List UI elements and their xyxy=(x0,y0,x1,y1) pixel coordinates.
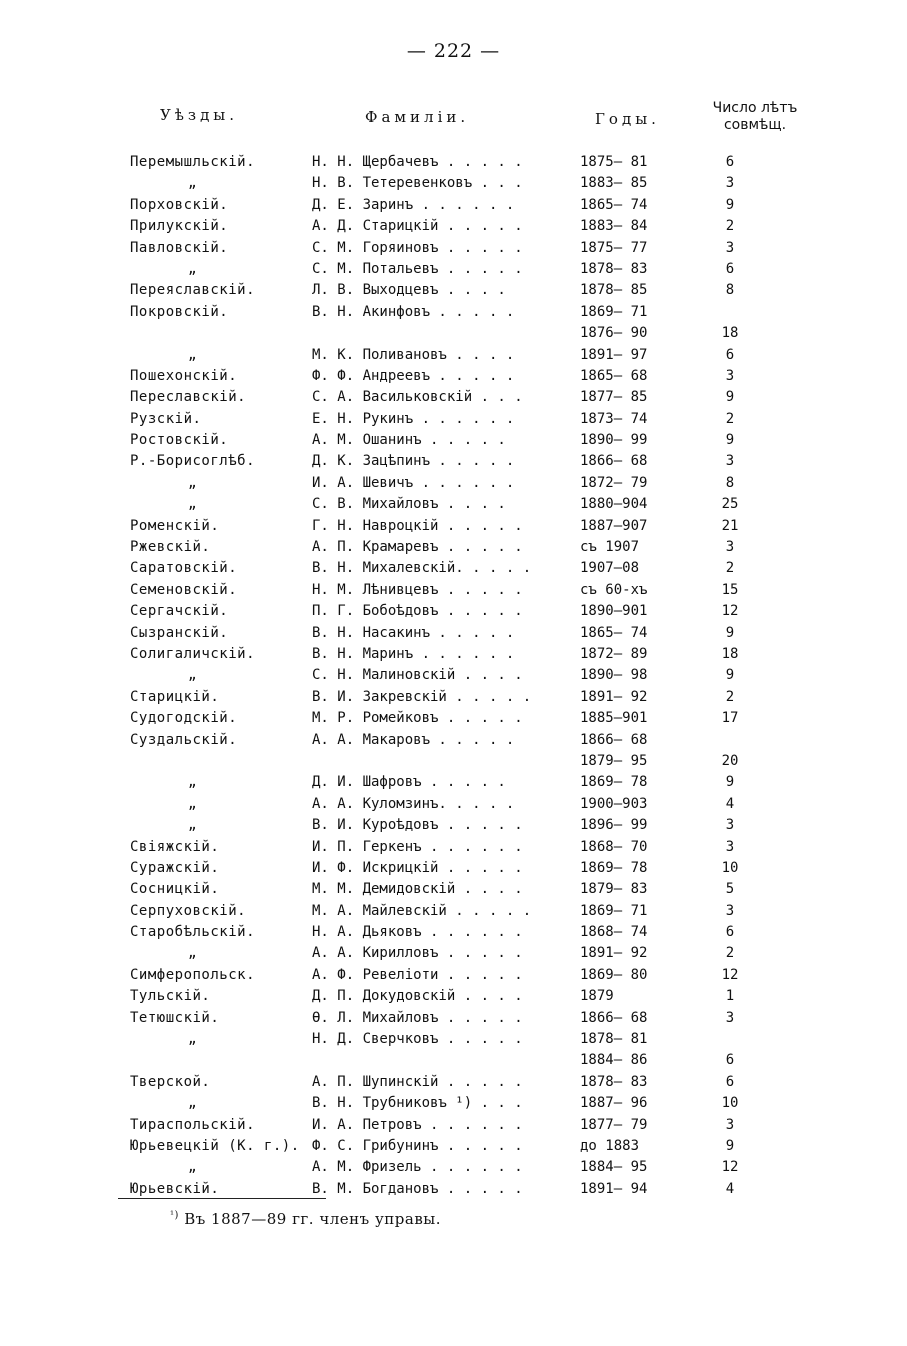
table-row xyxy=(0,965,907,986)
district-cell: „ xyxy=(188,1031,197,1048)
table-row xyxy=(0,302,907,345)
district-cell: Роменскій. xyxy=(130,517,220,534)
surname-cell: В. М. Богдановъ . . . . . xyxy=(312,1180,523,1197)
surname-cell: П. Г. Бобоѣдовъ . . . . . xyxy=(312,603,523,620)
table-row xyxy=(0,1136,907,1157)
district-cell: Пошехонскій. xyxy=(130,367,238,384)
table-row xyxy=(0,387,907,408)
header-districts: Уѣзды. xyxy=(160,106,239,124)
district-cell: Сызранскій. xyxy=(130,624,229,641)
header-count-line1: Число лѣтъ xyxy=(712,100,798,116)
table-row xyxy=(0,537,907,558)
table-row xyxy=(0,1072,907,1093)
district-cell: Сосницкій. xyxy=(130,881,220,898)
district-cell: „ xyxy=(188,945,197,962)
surname-cell: И. Ф. Искрицкій . . . . . xyxy=(312,859,523,876)
surname-cell: Ф. Ф. Андреевъ . . . . . xyxy=(312,367,515,384)
years-value: 1877— 85 xyxy=(580,389,648,406)
years-value: 1879— 95 xyxy=(580,752,648,769)
years-cell xyxy=(580,1136,639,1157)
years-cell xyxy=(580,772,647,793)
surname-cell: А. М. Ошанинъ . . . . . xyxy=(312,432,506,449)
district-cell: Старобѣльскій. xyxy=(130,924,256,941)
table-row xyxy=(0,345,907,366)
years-cell xyxy=(580,879,647,900)
district-cell: Р.-Борисоглѣб. xyxy=(130,453,256,470)
years-cell xyxy=(580,366,647,387)
years-cell xyxy=(580,1179,647,1200)
table-row xyxy=(0,644,907,665)
table-row xyxy=(0,1179,907,1200)
page-number: — 222 — xyxy=(406,40,501,62)
district-cell: „ xyxy=(188,1159,197,1176)
table-row xyxy=(0,409,907,430)
district-cell: Ржевскій. xyxy=(130,539,211,556)
header-surnames: Фамиліи. xyxy=(365,108,470,126)
count-cell: 3 xyxy=(725,239,735,256)
district-cell: Тульскій. xyxy=(130,988,211,1005)
district-cell: Суражскій. xyxy=(130,859,220,876)
count-cell: 4 xyxy=(725,1180,735,1197)
years-cell xyxy=(580,965,647,986)
years-value: 1865— 74 xyxy=(580,624,648,641)
years-value: 1887— 96 xyxy=(580,1095,648,1112)
district-cell: „ xyxy=(188,1095,197,1112)
count-cell: 17 xyxy=(721,710,739,727)
footnote xyxy=(170,1210,441,1228)
count-cell: 6 xyxy=(725,924,735,941)
years-value: 1891— 94 xyxy=(580,1180,648,1197)
years-value: 1884— 86 xyxy=(580,1052,648,1069)
count-cell: 3 xyxy=(725,1116,735,1133)
surname-cell: М. К. Поливановъ . . . . xyxy=(312,346,515,363)
records-table xyxy=(0,152,907,1200)
years-cell xyxy=(580,409,647,430)
table-row xyxy=(0,601,907,622)
table-row xyxy=(0,173,907,194)
count-cell: 6 xyxy=(725,346,735,363)
years-cell xyxy=(580,730,647,773)
table-row xyxy=(0,922,907,943)
surname-cell: М. М. Демидовскій . . . . xyxy=(312,881,523,898)
district-cell: Старицкій. xyxy=(130,688,220,705)
table-row xyxy=(0,901,907,922)
surname-cell: М. А. Майлевскій . . . . . xyxy=(312,902,532,919)
table-row xyxy=(0,687,907,708)
table-row xyxy=(0,580,907,601)
footnote-text: Въ 1887—89 гг. членъ управы. xyxy=(184,1210,441,1228)
district-cell: „ xyxy=(188,260,197,277)
district-cell: „ xyxy=(188,817,197,834)
years-value: до 1883 xyxy=(580,1138,640,1155)
years-value: 1887—907 xyxy=(580,517,648,534)
years-value: 1865— 74 xyxy=(580,196,648,213)
count-cell: 3 xyxy=(725,902,735,919)
surname-cell: Д. К. Зацѣпинъ . . . . . xyxy=(312,453,515,470)
years-cell xyxy=(580,173,647,194)
count-cell: 3 xyxy=(725,838,735,855)
years-value: 1876— 90 xyxy=(580,325,648,342)
count-cell: 10 xyxy=(721,859,739,876)
surname-cell: В. Н. Михалевскій. . . . . xyxy=(312,560,532,577)
count-cell: 2 xyxy=(725,945,735,962)
surname-cell: В. И. Закревскій . . . . . xyxy=(312,688,532,705)
count-cell: 12 xyxy=(721,1159,739,1176)
count-cell: 12 xyxy=(721,966,739,983)
surname-cell: И. П. Геркенъ . . . . . . xyxy=(312,838,523,855)
count-cell: 9 xyxy=(725,432,735,449)
surname-cell: А. П. Шупинскій . . . . . xyxy=(312,1073,523,1090)
surname-cell: А. А. Кирилловъ . . . . . xyxy=(312,945,523,962)
years-value: 1878— 85 xyxy=(580,282,648,299)
years-cell xyxy=(580,922,647,943)
years-value: 1890— 98 xyxy=(580,667,648,684)
district-cell: Порховскій. xyxy=(130,196,229,213)
surname-cell: И. А. Шевичъ . . . . . . xyxy=(312,474,515,491)
years-cell xyxy=(580,687,647,708)
district-cell: „ xyxy=(188,474,197,491)
years-cell xyxy=(580,195,647,216)
surname-cell: Л. В. Выходцевъ . . . . xyxy=(312,282,506,299)
surname-cell: А. А. Макаровъ . . . . . xyxy=(312,731,515,748)
years-value: 1868— 70 xyxy=(580,838,648,855)
years-cell xyxy=(580,601,647,622)
years-value: съ 1907 xyxy=(580,539,640,556)
table-row xyxy=(0,259,907,280)
district-cell: Тверской. xyxy=(130,1073,211,1090)
years-cell xyxy=(580,473,647,494)
table-row xyxy=(0,986,907,1007)
years-value: 1878— 83 xyxy=(580,260,648,277)
years-cell xyxy=(580,708,647,729)
count-cell: 6 xyxy=(725,260,735,277)
years-cell xyxy=(580,943,647,964)
years-cell xyxy=(580,1115,647,1136)
district-cell: Тираспольскій. xyxy=(130,1116,256,1133)
years-value: 1869— 80 xyxy=(580,966,648,983)
header-years: Годы. xyxy=(595,110,660,128)
years-value: 1907—08 xyxy=(580,560,640,577)
surname-cell: С. М. Потальевъ . . . . . xyxy=(312,260,523,277)
table-row xyxy=(0,943,907,964)
count-cell: 2 xyxy=(725,410,735,427)
count-cell: 2 xyxy=(725,688,735,705)
district-cell: „ xyxy=(188,496,197,513)
years-value: 1866— 68 xyxy=(580,453,648,470)
count-cell: 9 xyxy=(725,389,735,406)
surname-cell: С. В. Михайловъ . . . . xyxy=(312,496,506,513)
surname-cell: Е. Н. Рукинъ . . . . . . xyxy=(312,410,515,427)
table-row xyxy=(0,858,907,879)
count-cell: 1 xyxy=(725,988,735,1005)
surname-cell: Г. Н. Навроцкій . . . . . xyxy=(312,517,523,534)
years-value: 1866— 68 xyxy=(580,1009,648,1026)
count-cell: 6 xyxy=(725,1073,735,1090)
district-cell: „ xyxy=(188,667,197,684)
surname-cell: А. М. Фризель . . . . . . xyxy=(312,1159,523,1176)
surname-cell: Н. А. Дьяковъ . . . . . . xyxy=(312,924,523,941)
years-cell xyxy=(580,815,647,836)
district-cell: Семеновскій. xyxy=(130,581,238,598)
table-row xyxy=(0,837,907,858)
table-row xyxy=(0,1115,907,1136)
count-cell: 9 xyxy=(725,624,735,641)
surname-cell: В. Н. Акинфовъ . . . . . xyxy=(312,303,515,320)
count-cell: 3 xyxy=(725,367,735,384)
table-row xyxy=(0,623,907,644)
years-value: 1896— 99 xyxy=(580,817,648,834)
count-cell: 15 xyxy=(721,581,739,598)
years-cell xyxy=(580,537,639,558)
district-cell: Сергачскій. xyxy=(130,603,229,620)
district-cell: Покровскій. xyxy=(130,303,229,320)
years-value: 1875— 77 xyxy=(580,239,648,256)
district-cell: Солигаличскій. xyxy=(130,646,256,662)
years-value: 1891— 97 xyxy=(580,346,648,363)
years-cell xyxy=(580,152,647,173)
years-cell xyxy=(580,430,647,451)
district-cell: Судогодскій. xyxy=(130,710,238,727)
footnote-marker: ¹) xyxy=(170,1210,179,1221)
years-cell xyxy=(580,1029,647,1072)
district-cell: Прилукскій. xyxy=(130,218,229,235)
surname-cell: Д. Е. Заринъ . . . . . . xyxy=(312,196,515,213)
district-cell: „ xyxy=(188,346,197,363)
table-row xyxy=(0,195,907,216)
surname-cell: Н. Д. Сверчковъ . . . . . xyxy=(312,1031,523,1048)
district-cell: „ xyxy=(188,795,197,812)
surname-cell: С. А. Васильковскій . . . xyxy=(312,389,523,406)
years-value: 1900—903 xyxy=(580,795,648,812)
years-cell xyxy=(580,280,647,301)
district-cell: Ростовскій. xyxy=(130,432,229,449)
years-cell xyxy=(580,1093,647,1114)
count-cell: 6 xyxy=(725,154,735,170)
surname-cell: Д. И. Шафровъ . . . . . xyxy=(312,774,506,791)
years-cell xyxy=(580,1072,647,1093)
count-cell: 9 xyxy=(725,196,735,213)
surname-cell: А. А. Куломзинъ. . . . . xyxy=(312,795,515,812)
years-value: 1880—904 xyxy=(580,496,648,513)
district-cell: Переславскій. xyxy=(130,389,247,406)
years-value: 1868— 74 xyxy=(580,924,648,941)
years-value: 1865— 68 xyxy=(580,367,648,384)
years-cell xyxy=(580,238,647,259)
district-cell: Серпуховскій. xyxy=(130,902,247,919)
surname-cell: А. Д. Старицкій . . . . . xyxy=(312,218,523,235)
years-cell xyxy=(580,623,647,644)
count-cell: 9 xyxy=(725,774,735,791)
years-value: 1885—901 xyxy=(580,710,648,727)
count-cell: 8 xyxy=(725,282,735,299)
years-cell xyxy=(580,494,647,515)
years-cell xyxy=(580,558,639,579)
years-cell xyxy=(580,858,647,879)
years-value: съ 60-хъ xyxy=(580,581,648,598)
surname-cell: С. Н. Малиновскій . . . . xyxy=(312,667,523,684)
district-cell: Симферопольск. xyxy=(130,966,256,983)
years-cell xyxy=(580,387,647,408)
years-cell xyxy=(580,1008,647,1029)
years-cell xyxy=(580,345,647,366)
district-cell: Свіяжскій. xyxy=(130,838,220,855)
years-cell xyxy=(580,837,647,858)
surname-cell: Д. П. Докудовскій . . . . xyxy=(312,988,523,1005)
table-row xyxy=(0,1029,907,1072)
surname-cell: В. И. Куроѣдовъ . . . . . xyxy=(312,817,523,834)
district-cell: Юрьевскій. xyxy=(130,1180,220,1197)
years-value: 1890— 99 xyxy=(580,432,648,449)
years-cell xyxy=(580,1157,647,1178)
years-cell xyxy=(580,901,647,922)
count-cell: 25 xyxy=(721,496,739,513)
surname-cell: Н. В. Тетеревенковъ . . . xyxy=(312,175,523,192)
years-cell xyxy=(580,451,647,472)
count-cell: 6 xyxy=(725,1052,735,1069)
table-row xyxy=(0,473,907,494)
count-cell: 2 xyxy=(725,560,735,577)
district-cell: Рузскій. xyxy=(130,410,202,427)
table-row xyxy=(0,730,907,773)
surname-cell: С. М. Горяиновъ . . . . . xyxy=(312,239,523,256)
count-cell: 2 xyxy=(725,218,735,235)
years-value: 1869— 78 xyxy=(580,859,648,876)
count-cell: 4 xyxy=(725,795,735,812)
table-row xyxy=(0,366,907,387)
district-cell: Перемышльскій. xyxy=(130,154,256,170)
table-row xyxy=(0,216,907,237)
district-cell: Саратовскій. xyxy=(130,560,238,577)
table-row xyxy=(0,152,907,173)
district-cell: Тетюшскій. xyxy=(130,1009,220,1026)
count-cell: 8 xyxy=(725,474,735,491)
footnote-separator xyxy=(118,1198,326,1199)
years-value: 1873— 74 xyxy=(580,410,648,427)
years-cell xyxy=(580,302,647,345)
table-row xyxy=(0,772,907,793)
district-cell: „ xyxy=(188,175,197,192)
years-value: 1875— 81 xyxy=(580,154,648,170)
table-row xyxy=(0,1008,907,1029)
years-value: 1877— 79 xyxy=(580,1116,648,1133)
years-value: 1866— 68 xyxy=(580,731,648,748)
count-cell: 9 xyxy=(725,1138,735,1155)
district-cell: Юрьевецкій (К. г.). xyxy=(130,1138,300,1155)
table-row xyxy=(0,451,907,472)
surname-cell: М. Р. Ромейковъ . . . . . xyxy=(312,710,523,727)
years-value: 1872— 79 xyxy=(580,474,648,491)
surname-cell: Н. Н. Щербачевъ . . . . . xyxy=(312,154,523,170)
table-row xyxy=(0,516,907,537)
years-value: 1869— 71 xyxy=(580,303,648,320)
count-cell: 10 xyxy=(721,1095,739,1112)
years-value: 1872— 89 xyxy=(580,646,648,662)
header-count-line2: совмѣщ. xyxy=(723,117,787,133)
years-cell xyxy=(580,259,647,280)
years-value: 1891— 92 xyxy=(580,945,648,962)
surname-cell: Н. М. Лѣнивцевъ . . . . . xyxy=(312,581,523,598)
years-value: 1884— 95 xyxy=(580,1159,648,1176)
surname-cell: В. Н. Маринъ . . . . . . xyxy=(312,646,515,662)
years-cell xyxy=(580,986,614,1007)
surname-cell: А. Ф. Ревеліоти . . . . . xyxy=(312,966,523,983)
count-cell: 12 xyxy=(721,603,739,620)
years-value: 1891— 92 xyxy=(580,688,648,705)
count-cell: 3 xyxy=(725,453,735,470)
count-cell: 18 xyxy=(721,325,739,342)
count-cell: 21 xyxy=(721,517,739,534)
years-cell xyxy=(580,216,647,237)
count-cell: 5 xyxy=(725,881,735,898)
table-row xyxy=(0,1093,907,1114)
district-cell: Переяславскій. xyxy=(130,282,256,299)
years-value: 1869— 71 xyxy=(580,902,648,919)
years-cell xyxy=(580,665,647,686)
district-cell: Павловскій. xyxy=(130,239,229,256)
table-row xyxy=(0,494,907,515)
count-cell: 20 xyxy=(721,752,739,769)
table-row xyxy=(0,430,907,451)
table-row xyxy=(0,794,907,815)
surname-cell: Ѳ. Л. Михайловъ . . . . . xyxy=(312,1009,523,1026)
years-cell xyxy=(580,794,647,815)
count-cell: 3 xyxy=(725,539,735,556)
count-cell: 9 xyxy=(725,667,735,684)
table-row xyxy=(0,815,907,836)
years-cell xyxy=(580,644,647,665)
header-years-count xyxy=(705,100,805,134)
years-value: 1878— 83 xyxy=(580,1073,648,1090)
district-cell: „ xyxy=(188,774,197,791)
years-cell xyxy=(580,580,647,601)
table-row xyxy=(0,1157,907,1178)
surname-cell: В. Н. Трубниковъ ¹) . . . xyxy=(312,1095,523,1112)
district-cell: Суздальскій. xyxy=(130,731,238,748)
years-value: 1879 xyxy=(580,988,614,1005)
count-cell: 3 xyxy=(725,175,735,192)
surname-cell: И. А. Петровъ . . . . . . xyxy=(312,1116,523,1133)
surname-cell: В. Н. Насакинъ . . . . . xyxy=(312,624,515,641)
table-row xyxy=(0,280,907,301)
years-value: 1883— 84 xyxy=(580,218,648,235)
years-value: 1879— 83 xyxy=(580,881,648,898)
table-row xyxy=(0,558,907,579)
years-cell xyxy=(580,516,647,537)
surname-cell: Ф. С. Грибунинъ . . . . . xyxy=(312,1138,523,1155)
years-value: 1890—901 xyxy=(580,603,648,620)
years-value: 1878— 81 xyxy=(580,1031,648,1048)
count-cell: 3 xyxy=(725,1009,735,1026)
table-row xyxy=(0,238,907,259)
years-value: 1869— 78 xyxy=(580,774,648,791)
surname-cell: А. П. Крамаревъ . . . . . xyxy=(312,539,523,556)
table-row xyxy=(0,708,907,729)
table-row xyxy=(0,879,907,900)
years-value: 1883— 85 xyxy=(580,175,648,192)
count-cell: 18 xyxy=(721,646,739,662)
count-cell: 3 xyxy=(725,817,735,834)
table-row xyxy=(0,665,907,686)
